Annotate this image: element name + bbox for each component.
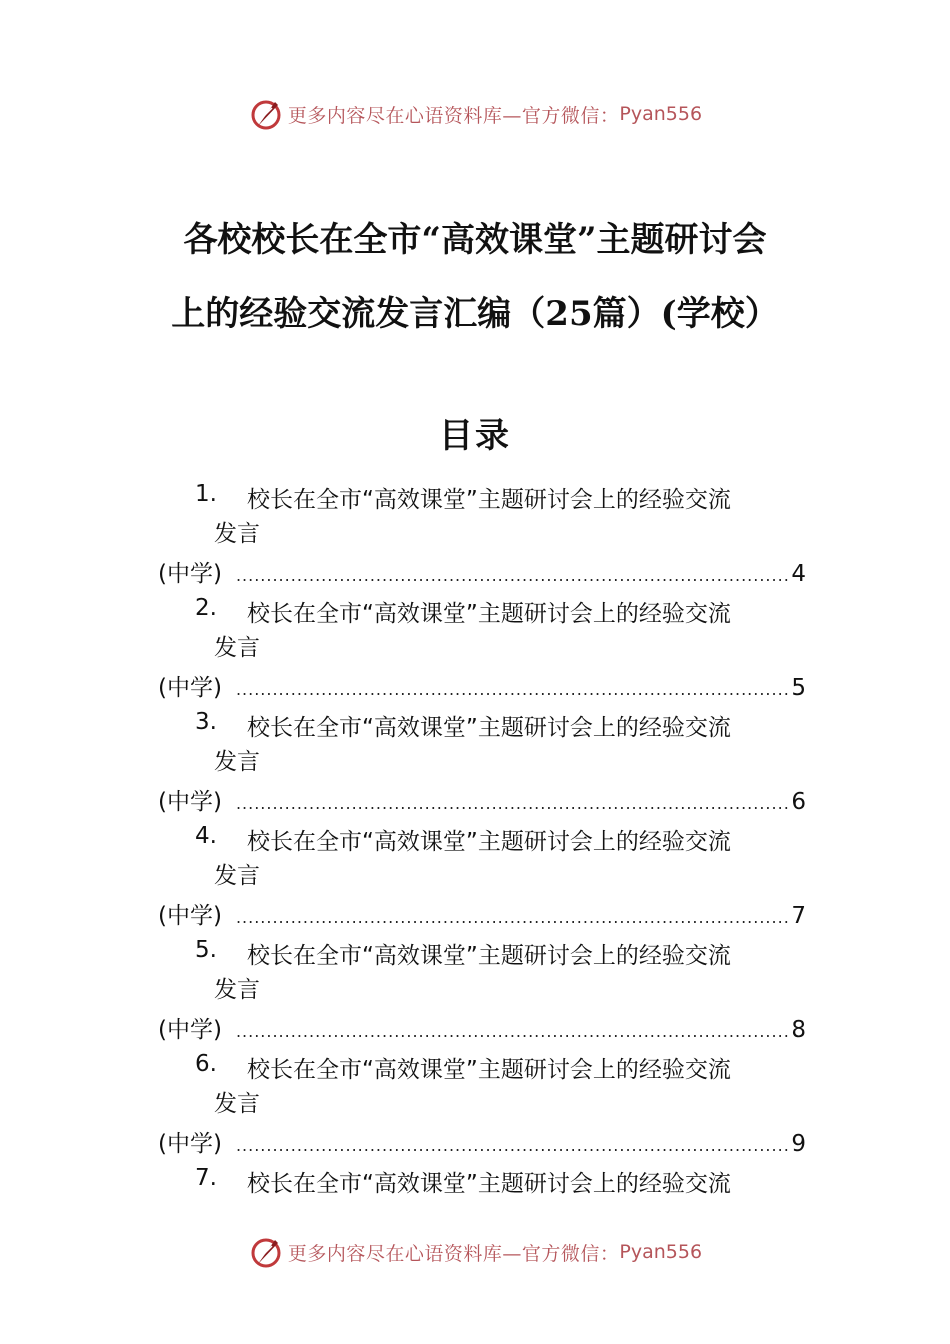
quill-pen-circle-icon [248,96,284,132]
toc-entry-page: 8 [791,1017,806,1043]
toc-entry[interactable] [0,704,950,818]
toc-entry-title: 校长在全市“高效课堂”主题研讨会上的经验交流 [247,829,731,855]
table-of-contents [0,476,950,1200]
toc-entry-title: 校长在全市“高效课堂”主题研讨会上的经验交流 [247,1171,731,1197]
dot-leader [236,566,789,585]
toc-entry-title: 校长在全市“高效课堂”主题研讨会上的经验交流 [247,601,731,627]
toc-entry-page: 4 [791,561,806,587]
toc-entry-number: 4. [195,823,217,849]
toc-entry-school: (中学) [158,903,222,929]
toc-entry-title: 校长在全市“高效课堂”主题研讨会上的经验交流 [247,715,731,741]
watermark-text: 更多内容尽在心语资料库—官方微信： [287,104,620,127]
toc-entry-number: 6. [195,1051,217,1077]
toc-entry-leader-line [158,897,806,930]
dot-leader [236,1136,789,1155]
toc-entry-page: 9 [791,1131,806,1157]
toc-entry[interactable] [0,590,950,704]
toc-entry-number: 1. [195,481,217,507]
toc-entry-number: 5. [195,937,217,963]
toc-entry-title-cont: 发言 [214,1091,260,1117]
toc-entry-page: 5 [791,675,806,701]
document-title-line1: 各校校长在全市“高效课堂”主题研讨会 [183,220,767,260]
watermark-id: Pyan556 [619,103,703,125]
toc-entry-number: 7. [195,1165,217,1191]
toc-entry-leader-line [158,555,806,588]
dot-leader [236,794,789,813]
toc-entry[interactable] [0,476,950,590]
toc-entry-number: 3. [195,709,217,735]
document-title-line2: 上的经验交流发言汇编（25篇）(学校） [171,294,779,334]
toc-entry-leader-line [158,1125,806,1158]
toc-entry-school: (中学) [158,675,222,701]
toc-entry-title: 校长在全市“高效课堂”主题研讨会上的经验交流 [247,487,731,513]
toc-entry-school: (中学) [158,561,222,587]
dot-leader [236,1022,789,1041]
watermark-id: Pyan556 [619,1241,703,1263]
toc-entry-number: 2. [195,595,217,621]
toc-entry-school: (中学) [158,1131,222,1157]
toc-entry[interactable] [0,932,950,1046]
watermark-footer [0,1232,950,1272]
toc-entry[interactable] [0,1160,950,1200]
toc-entry-title: 校长在全市“高效课堂”主题研讨会上的经验交流 [247,1057,731,1083]
toc-entry-title-cont: 发言 [214,521,260,547]
toc-entry-title-cont: 发言 [214,749,260,775]
watermark-text: 更多内容尽在心语资料库—官方微信： [287,1242,620,1265]
quill-pen-circle-icon [248,1234,284,1270]
toc-entry-title-cont: 发言 [214,977,260,1003]
toc-entry-leader-line [158,669,806,702]
toc-entry[interactable] [0,1046,950,1160]
toc-entry-leader-line [158,1011,806,1044]
toc-entry-school: (中学) [158,789,222,815]
watermark-header [0,94,950,134]
toc-entry-school: (中学) [158,1017,222,1043]
toc-entry-title-cont: 发言 [214,863,260,889]
toc-entry-page: 6 [791,789,806,815]
toc-entry-title-cont: 发言 [214,635,260,661]
toc-entry-title: 校长在全市“高效课堂”主题研讨会上的经验交流 [247,943,731,969]
toc-entry[interactable] [0,818,950,932]
toc-entry-leader-line [158,783,806,816]
toc-entry-page: 7 [791,903,806,929]
dot-leader [236,908,789,927]
toc-heading: 目录 [439,416,511,456]
dot-leader [236,680,789,699]
